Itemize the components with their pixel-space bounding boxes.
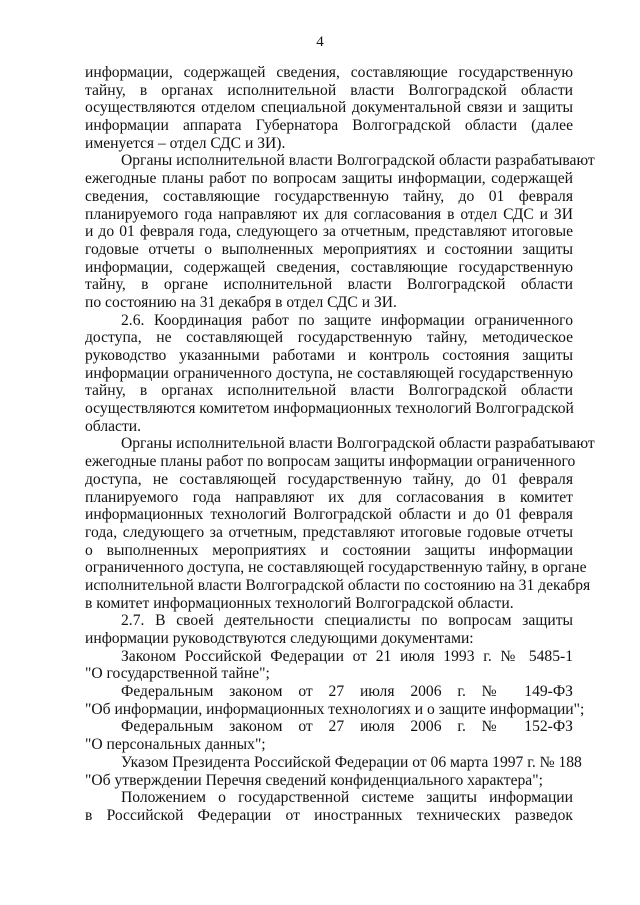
text-line: ежегодные планы работ по вопросам защиты информации, содержащей [85,170,573,188]
text-line: 2.6. Координация работ по защите информации ограниченного [121,311,573,329]
text-line: 2.7. В своей деятельности специалисты по вопросам защиты [121,612,573,630]
text-line: доступа, не составляющей государственную тайну, методическое [85,329,573,347]
text-line: тайну, в органах исполнительной власти Волгоградской области [85,382,573,400]
text-line: информации, содержащей сведения, составляющие государственную [85,64,573,81]
text-line: Органы исполнительной власти Волгоградской области разрабатывают [121,152,595,170]
text-line: ежегодные планы работ по вопросам защиты информации ограниченного [85,453,576,471]
text-line: исполнительной власти Волгоградской области по состоянию на 31 декабря [85,576,591,594]
text-line: годовые отчеты о выполненных мероприятиях и состоянии защиты [85,240,573,258]
text-line: информационных технологий Волгоградской области и до 01 февраля [85,506,573,524]
text-line: информации руководствуются следующими документами: [85,630,474,647]
document-body [85,64,595,825]
text-line: информации ограниченного доступа, не составляющей государственную [85,364,573,382]
text-line: информации, содержащей сведения, составляющие государственную [85,258,573,276]
text-line: доступа, не составляющей государственную тайну, до 01 февраля [85,470,573,488]
text-line: Указом Президента Российской Федерации от 06 марта 1997 г. № 188 [121,753,582,771]
text-line: по состоянию на 31 декабря в отдел СДС и ЗИ. [85,293,397,311]
text-line: области. [85,417,142,435]
text-line: информации аппарата Губернатора Волгоградской области (далее [85,117,573,135]
text-line: осуществляются отделом специальной документальной связи и защиты [85,99,573,117]
text-line: "О государственной тайне"; [85,665,270,683]
text-line: Федеральным законом от 27 июля 2006 г. № 149-ФЗ [121,683,573,701]
text-line: планируемого года направляют их для согласования в отдел СДС и ЗИ [85,205,573,223]
text-line: планируемого года направляют их для согласования в комитет [85,488,573,506]
text-line: тайну, в органах исполнительной власти Волгоградской области [85,81,573,99]
text-line: тайну, в органе исполнительной власти Волгоградской области [85,276,573,294]
text-line: "О персональных данных"; [85,736,266,754]
text-line: именуется – отдел СДС и ЗИ). [85,134,286,152]
text-line: осуществляются комитетом информационных технологий Волгоградской [85,400,574,418]
page-number: 4 [316,34,324,50]
text-line: ограниченного доступа, не составляющей государственную тайну, в органе [85,559,587,577]
text-line: "Об информации, информационных технологиях и о защите информации"; [85,700,585,718]
text-line: Законом Российской Федерации от 21 июля 1993 г. № 5485-1 [121,647,573,665]
text-line: Органы исполнительной власти Волгоградской области разрабатывают [121,435,595,453]
text-line: сведения, составляющие государственную тайну, до 01 февраля [85,187,573,205]
text-line: о выполненных мероприятиях и состоянии защиты информации [85,541,573,559]
text-line: Федеральным законом от 27 июля 2006 г. № 152-ФЗ [121,718,573,736]
text-line: руководство указанными работами и контроль состояния защиты [85,347,573,364]
text-line: в Российской Федерации от иностранных технических разведок [85,806,573,824]
text-line: в комитет информационных технологий Волгоградской области. [85,594,514,612]
text-line: и до 01 февраля года, следующего за отчетным, представляют итоговые [85,223,573,241]
text-line: Положением о государственной системе защиты информации [121,789,573,807]
text-line: "Об утверждении Перечня сведений конфиденциального характера"; [85,771,543,789]
text-line: года, следующего за отчетным, представляют итоговые годовые отчеты [85,523,573,541]
